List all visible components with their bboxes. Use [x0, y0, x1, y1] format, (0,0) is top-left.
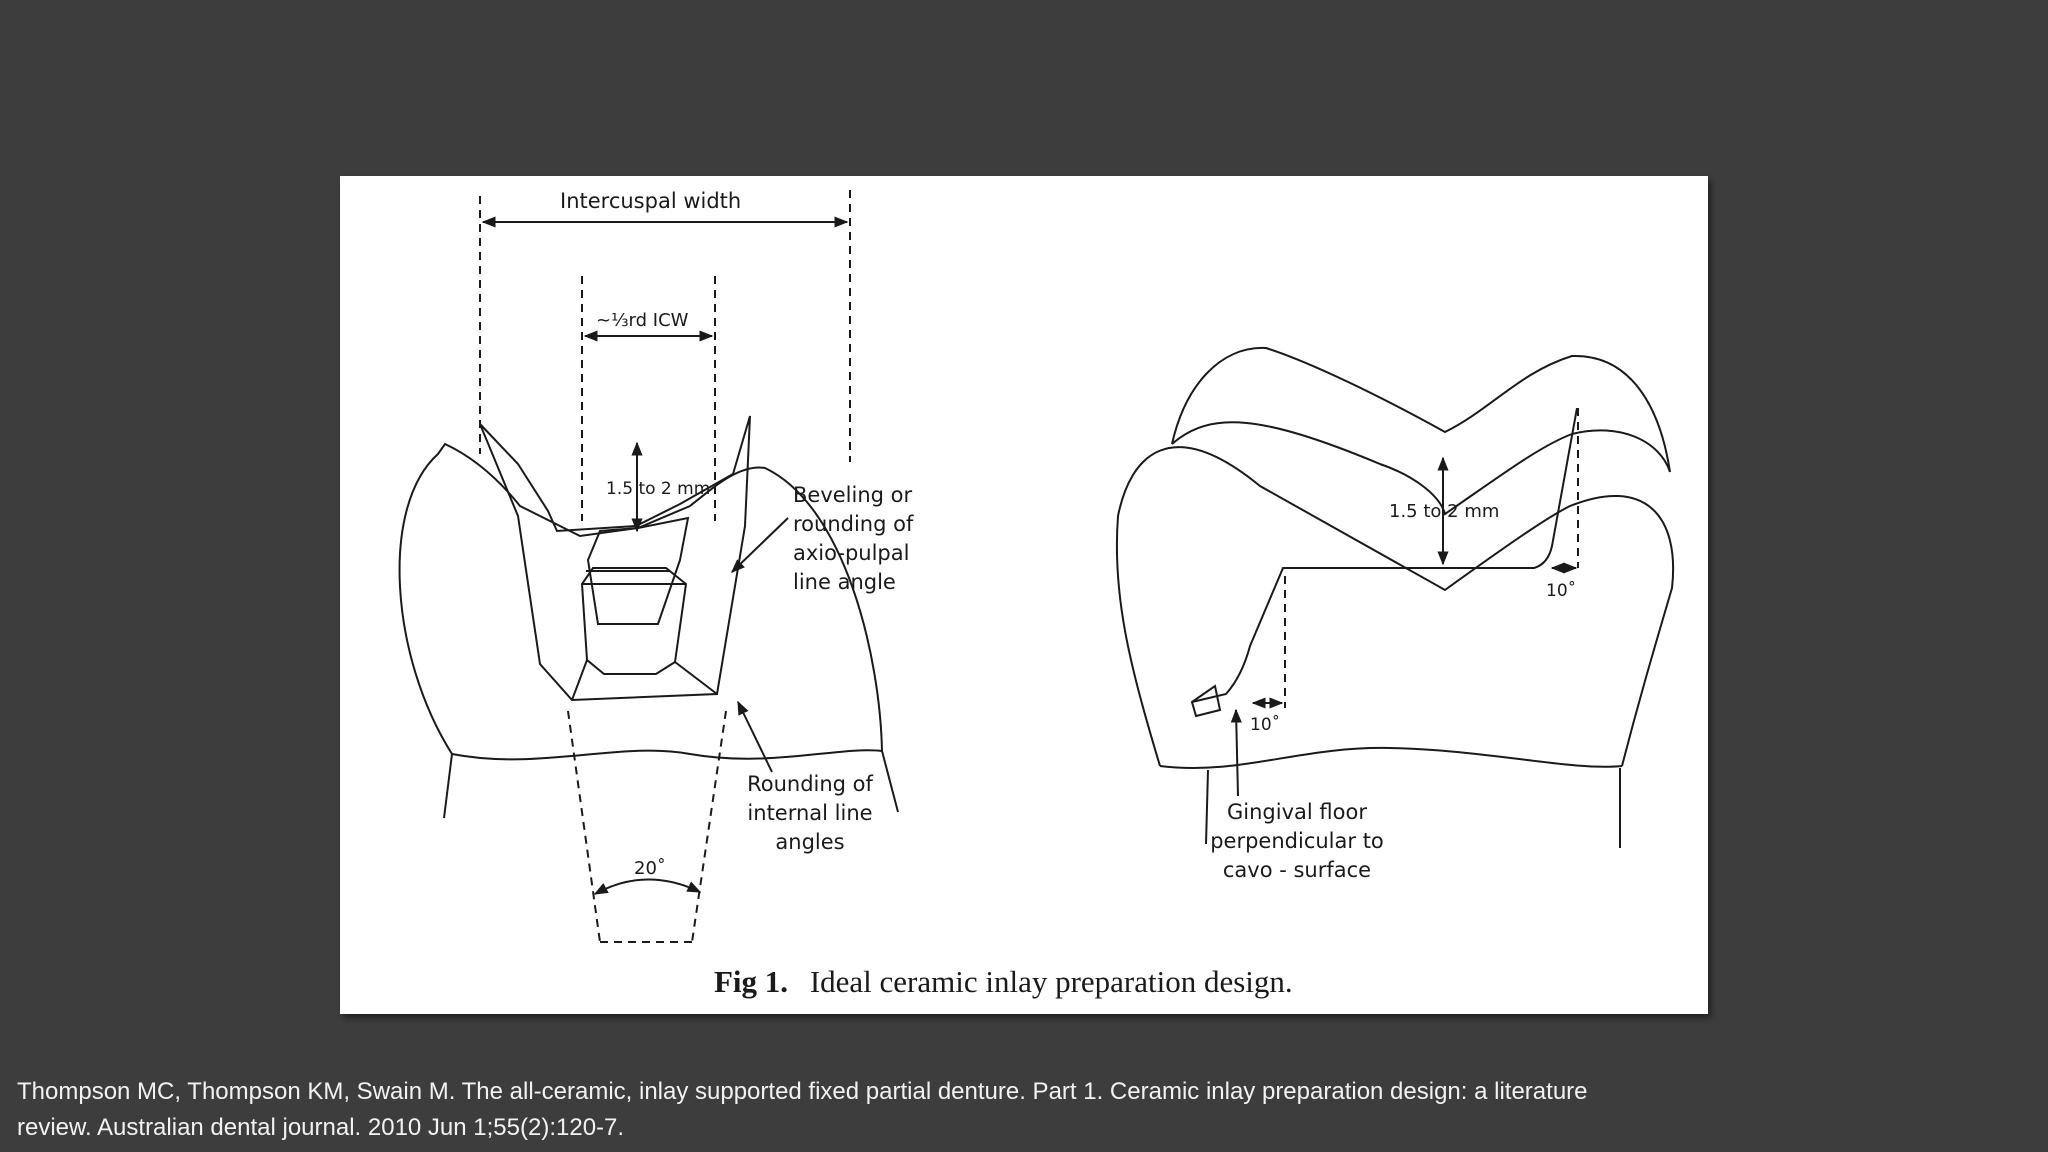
- intercuspal-width-label: Intercuspal width: [560, 189, 742, 213]
- left-tooth-cervical-line: [452, 750, 882, 759]
- left-cavity-outer: [480, 416, 750, 700]
- upper-angle-label: 10˚: [1546, 581, 1577, 601]
- beveling-line-3: axio-pulpal: [793, 541, 910, 565]
- taper-right-dash: [692, 711, 726, 942]
- rounding-label: [747, 772, 873, 854]
- third-icw-label: ~⅓rd ICW: [596, 310, 689, 331]
- right-tooth-crown-outline: [1117, 447, 1673, 766]
- right-tooth-root-left: [1206, 770, 1208, 844]
- figure-caption-number: Fig 1.: [714, 964, 789, 999]
- rounding-line-2: internal line: [747, 801, 873, 825]
- left-depth-label: 1.5 to 2 mm: [606, 479, 711, 499]
- right-tooth-cervical-line: [1160, 748, 1622, 768]
- right-tooth: [1117, 348, 1673, 848]
- gingival-line-2: perpendicular to: [1210, 829, 1384, 853]
- figure-caption-text: Ideal ceramic inlay preparation design.: [809, 964, 1293, 999]
- left-tooth: [400, 416, 898, 818]
- figure-card: [340, 176, 1708, 1014]
- right-depth-label: 1.5 to 2 mm: [1389, 501, 1500, 522]
- left-tooth-root-left: [444, 754, 452, 818]
- rounding-leader: [738, 702, 772, 772]
- figure-caption: [714, 964, 1293, 999]
- taper-arc: [595, 879, 700, 894]
- gingival-line-1: Gingival floor: [1227, 800, 1367, 824]
- beveling-leader: [732, 518, 788, 572]
- right-tooth-top-curve: [1172, 348, 1670, 472]
- gingival-leader: [1236, 710, 1238, 796]
- beveling-line-1: Beveling or: [793, 483, 913, 507]
- rounding-line-3: angles: [775, 830, 845, 854]
- left-tooth-root-right: [882, 751, 898, 812]
- left-cavity-corner-bl: [572, 660, 587, 700]
- left-cavity-corner-br: [675, 662, 717, 694]
- beveling-line-4: line angle: [793, 570, 896, 594]
- rounding-line-1: Rounding of: [747, 772, 873, 796]
- lower-angle-label: 10˚: [1250, 715, 1281, 735]
- taper-angle-label: 20˚: [634, 858, 666, 879]
- beveling-label: [793, 483, 914, 594]
- citation-text: Thompson MC, Thompson KM, Swain M. The all-ceramic, inlay supported fixed partial denture. Part 1. Ceramic inlay preparation design: a literature review. Australian dental journal. 2010 Jun 1;55(2):120-7.: [17, 1078, 1588, 1141]
- taper-left-dash: [568, 711, 600, 942]
- inlay-diagram: [340, 176, 1708, 1014]
- beveling-line-2: rounding of: [793, 512, 914, 536]
- gingival-line-3: cavo - surface: [1222, 858, 1372, 882]
- gingival-label: [1210, 800, 1384, 882]
